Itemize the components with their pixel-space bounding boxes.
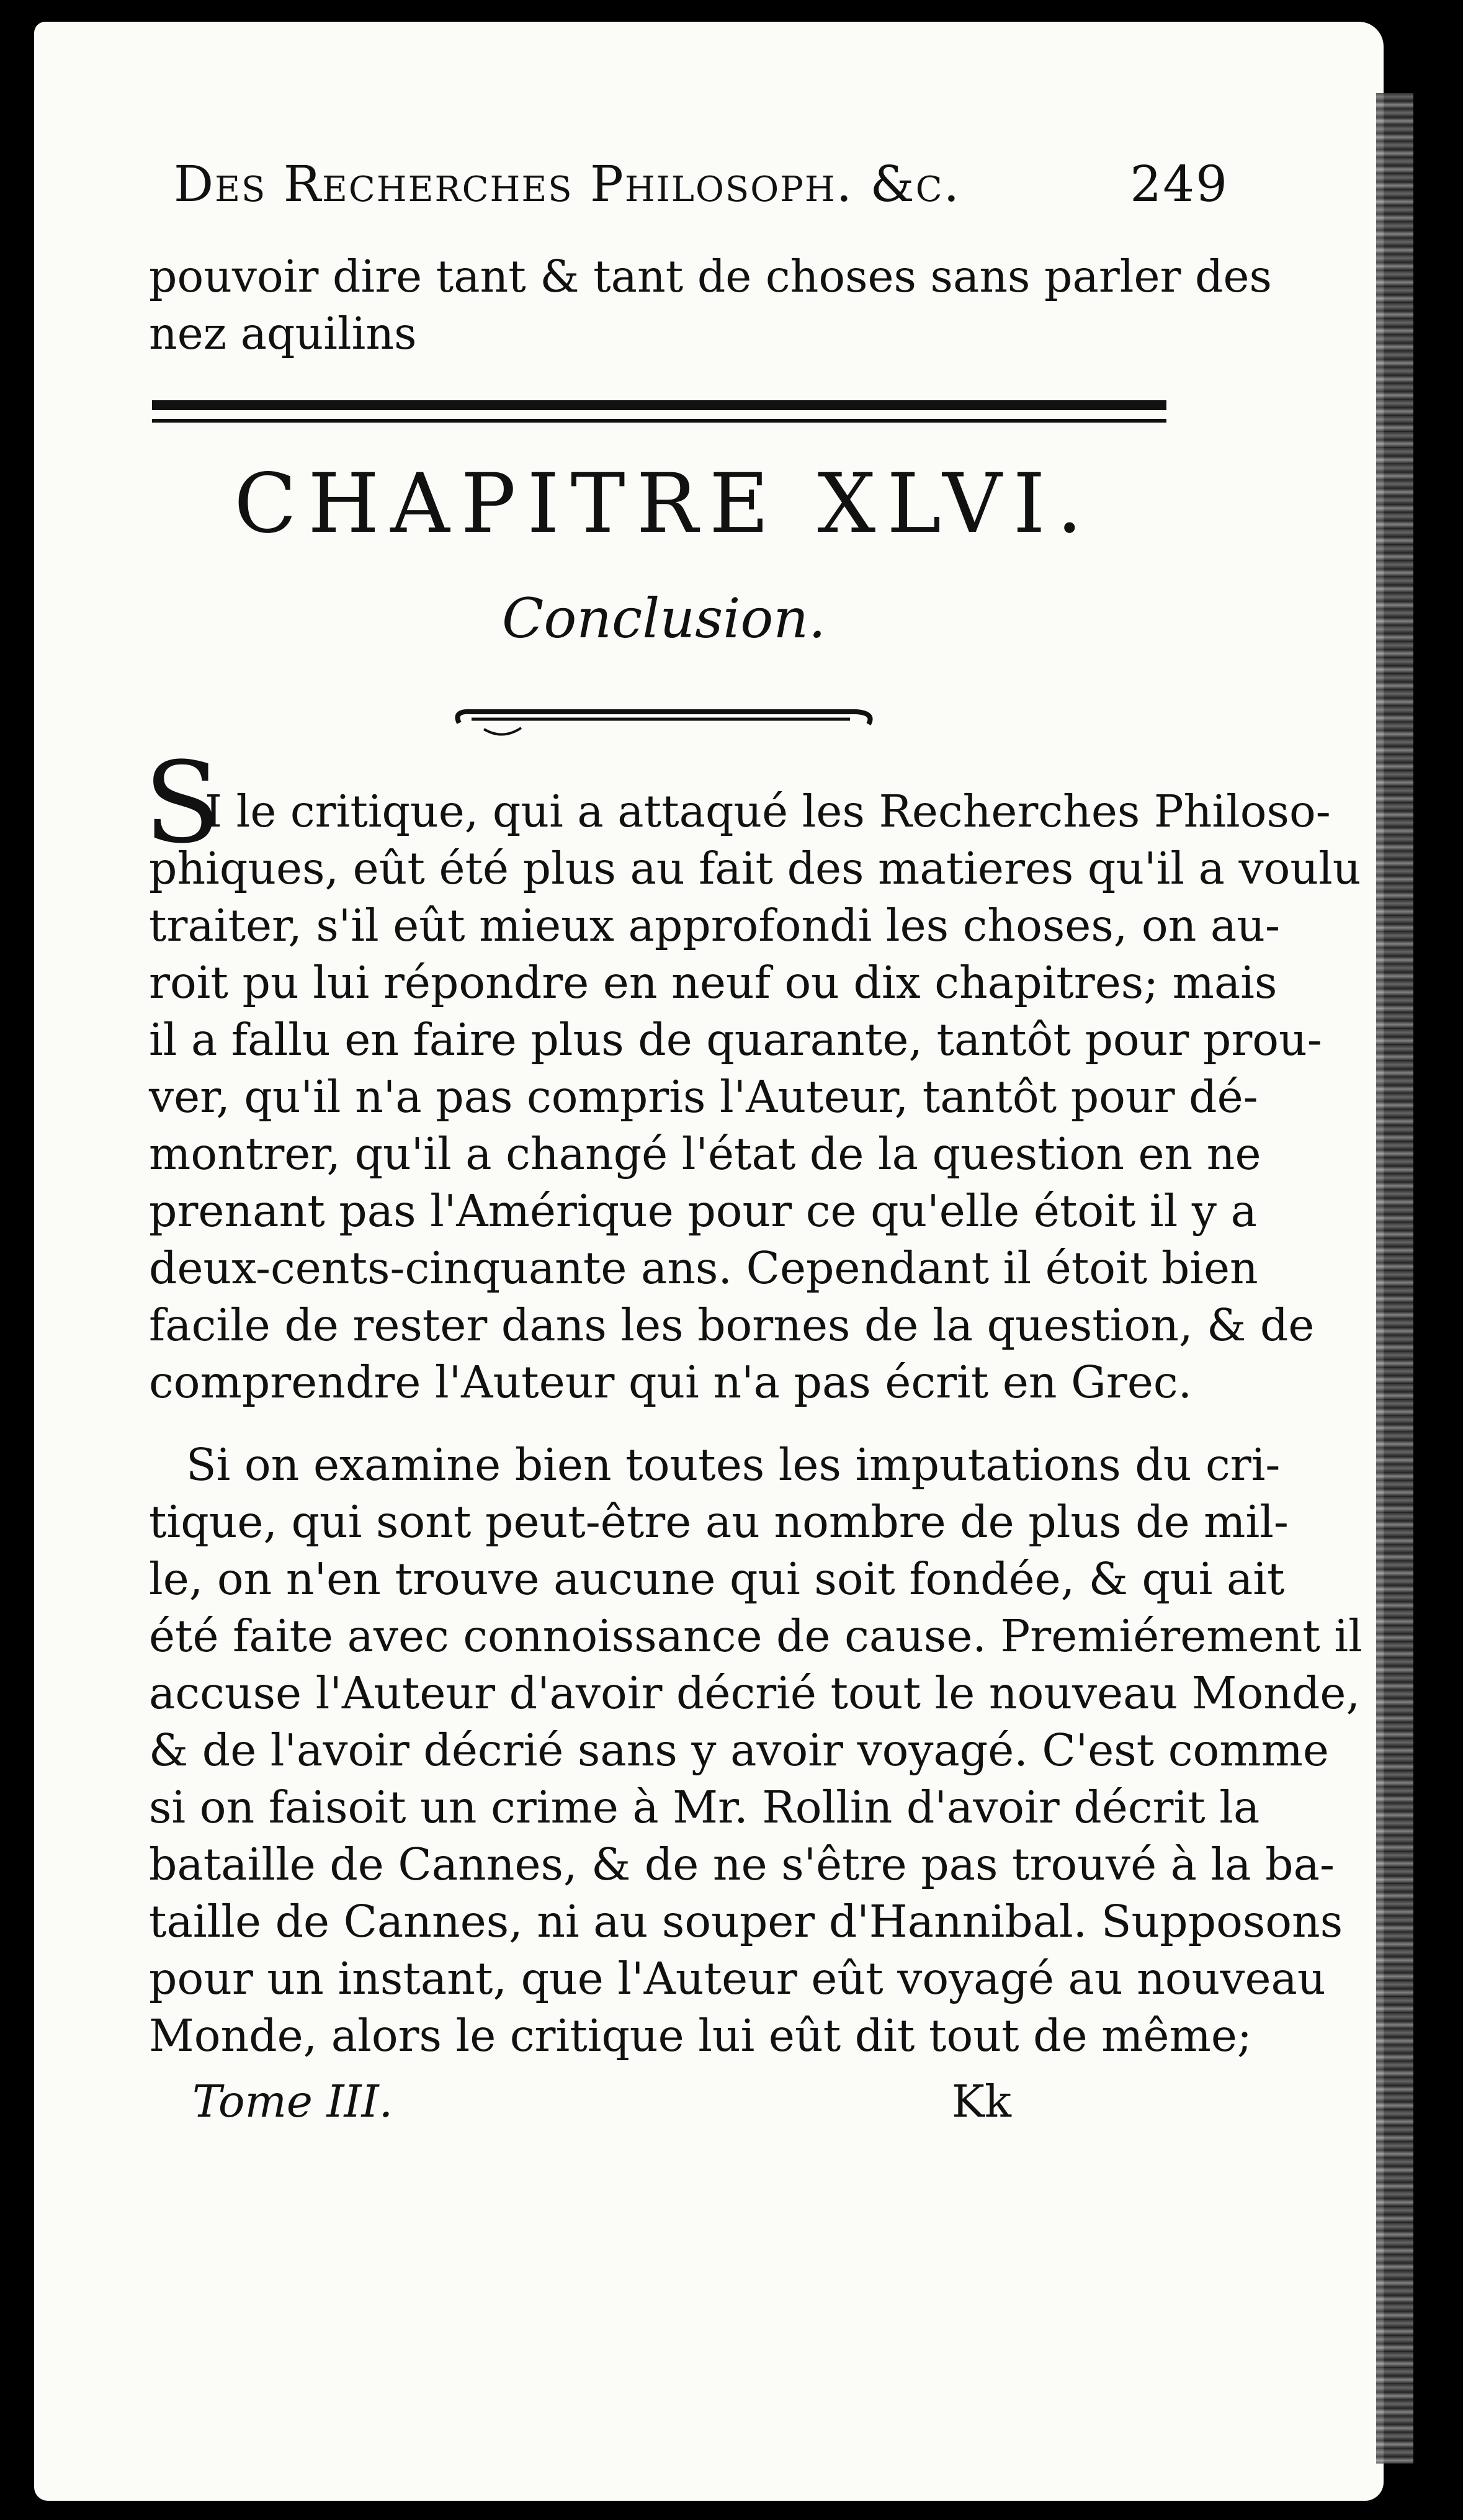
text-line: roit pu lui répondre en neuf ou dix chapitres; mais [149, 957, 1277, 1008]
text-line: prenant pas l'Amérique pour ce qu'elle étoit il y a [149, 1185, 1257, 1237]
text-line: phiques, eût été plus au fait des matieres qu'il a voulu [149, 843, 1361, 894]
text-line: accuse l'Auteur d'avoir décrié tout le nouveau Monde, [149, 1667, 1361, 1719]
page-footer [192, 2076, 1011, 2127]
page-edge [1376, 93, 1413, 2464]
running-title: Des Recherches Philosoph. &c. [174, 155, 961, 213]
text-line: comprendre l'Auteur qui n'a pas écrit en Grec. [149, 1356, 1192, 1408]
text-line: bataille de Cannes, & de ne s'être pas trouvé à la ba- [149, 1839, 1335, 1890]
text-line: facile de rester dans les bornes de la question, & de [149, 1299, 1315, 1351]
chapter-subtitle: Conclusion. [501, 586, 826, 650]
text-line: il a fallu en faire plus de quarante, tantôt pour prou- [149, 1014, 1322, 1065]
tome-label: Tome III. [192, 2076, 393, 2127]
text-line: pouvoir dire tant & tant de choses sans parler des [149, 251, 1272, 302]
text-line: Monde, alors le critique lui eût dit tout de même; [149, 2010, 1252, 2061]
text-line: tique, qui sont peut-être au nombre de plus de mil- [149, 1496, 1289, 1548]
running-header [174, 155, 1228, 213]
text-line: & de l'avoir décrié sans y avoir voyagé. C'est comme [149, 1724, 1329, 1776]
page-number: 249 [1130, 155, 1228, 213]
text-line: traiter, s'il eût mieux approfondi les choses, on au- [149, 900, 1280, 951]
text-line: Si on examine bien toutes les imputations du cri- [186, 1439, 1281, 1491]
text-line: I le critique, qui a attaqué les Recherches Philoso- [205, 786, 1331, 837]
text-line: ver, qu'il n'a pas compris l'Auteur, tantôt pour dé- [149, 1071, 1258, 1123]
drop-cap: S [144, 738, 221, 868]
text-line: taille de Cannes, ni au souper d'Hannibal. Supposons [149, 1896, 1343, 1947]
chapter-title: CHAPITRE XLVI. [234, 456, 1094, 552]
text-line: le, on n'en trouve aucune qui soit fondée, & qui ait [149, 1553, 1285, 1605]
thick-rule [152, 400, 1166, 410]
signature-mark: Kk [951, 2076, 1011, 2127]
text-line: montrer, qu'il a changé l'état de la question en ne [149, 1128, 1261, 1180]
text-line: pour un instant, que l'Auteur eût voyagé au nouveau [149, 1953, 1326, 2004]
text-line: si on faisoit un crime à Mr. Rollin d'avoir décrit la [149, 1782, 1260, 1833]
text-line: deux-cents-cinquante ans. Cependant il étoit bien [149, 1242, 1258, 1294]
ornament-divider [447, 704, 881, 742]
thin-rule [152, 419, 1166, 423]
text-line: nez aquilins [149, 308, 417, 359]
text-line: été faite avec connoissance de cause. Premiérement il [149, 1610, 1362, 1662]
